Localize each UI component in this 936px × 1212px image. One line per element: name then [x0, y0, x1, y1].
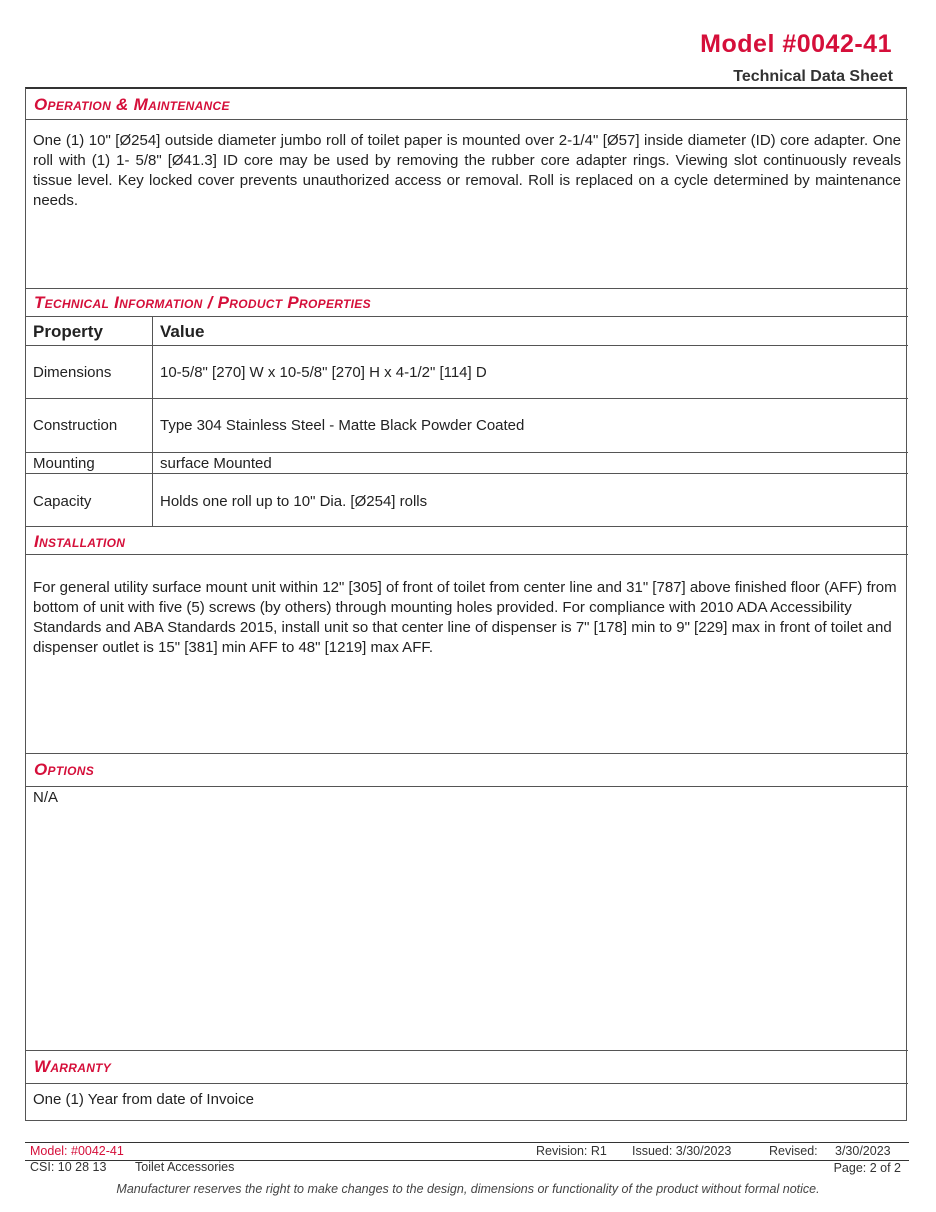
value-cell: Type 304 Stainless Steel - Matte Black Powder Coated: [160, 417, 525, 434]
operation-text: One (1) 10" [Ø254] outside diameter jumbo roll of toilet paper is mounted over 2-1/4" [Ø57] inside diameter (ID) core adapter. One roll with (1) 1- 5/8" [Ø41.3] ID core may be used by removing the rubber core adapter rings. Viewing slot continuously reveals tissue level. Key locked cover prevents unauthorized access or removal. Roll is replaced on a cycle determined by maintenance needs.: [33, 132, 901, 209]
divider: [25, 452, 908, 453]
footer-issued: Issued: 3/30/2023: [632, 1144, 732, 1158]
property-column-header: Property: [33, 322, 103, 341]
options-heading: Options: [34, 760, 94, 779]
divider: [25, 786, 908, 787]
property-cell: Construction: [33, 417, 118, 434]
footer-revised-date: 3/30/2023: [835, 1144, 891, 1158]
warranty-heading: Warranty: [34, 1057, 112, 1076]
divider: [25, 316, 908, 317]
options-text: N/A: [33, 789, 59, 806]
divider: [25, 1083, 908, 1084]
footer-divider-top: [25, 1142, 909, 1143]
document-subtitle: Technical Data Sheet: [733, 68, 893, 85]
value-column-header: Value: [160, 322, 205, 341]
footer-page: Page: 2 of 2: [833, 1161, 901, 1175]
footer-csi: CSI: 10 28 13: [30, 1160, 107, 1174]
property-cell: Dimensions: [33, 364, 112, 381]
divider: [25, 1050, 908, 1051]
divider: [25, 119, 908, 120]
model-title: Model #0042-41: [700, 30, 892, 58]
divider: [25, 473, 908, 474]
installation-heading: Installation: [34, 532, 126, 551]
value-cell: surface Mounted: [160, 455, 272, 472]
divider: [25, 526, 908, 527]
divider: [25, 753, 908, 754]
property-cell: Mounting: [33, 455, 95, 472]
property-cell: Capacity: [33, 493, 92, 510]
footer-revision: Revision: R1: [536, 1144, 607, 1158]
divider: [25, 398, 908, 399]
column-divider: [152, 316, 153, 527]
operation-heading: Operation & Maintenance: [34, 95, 230, 114]
divider: [25, 554, 908, 555]
footer-category: Toilet Accessories: [135, 1160, 235, 1174]
warranty-text: One (1) Year from date of Invoice: [33, 1091, 254, 1108]
value-cell: 10-5/8" [270] W x 10-5/8" [270] H x 4-1/2" [114] D: [160, 364, 487, 381]
footer-revised-label: Revised:: [769, 1144, 818, 1158]
technical-heading: Technical Information / Product Properties: [34, 293, 371, 312]
divider: [25, 345, 908, 346]
value-cell: Holds one roll up to 10" Dia. [Ø254] rolls: [160, 493, 428, 510]
footer-notice: Manufacturer reserves the right to make changes to the design, dimensions or functionality of the product without formal notice.: [116, 1182, 820, 1196]
installation-text: For general utility surface mount unit within 12" [305] of front of toilet from center line and 31" [787] above finished floor (AFF) from bottom of unit with five (5) screws (by others) through mounting holes provided. For compliance with 2010 ADA Accessibility Standards and ABA Standards 2015, install unit so that center line of dispenser is 7" [178] min to 9" [229] max in front of toilet and dispenser outlet is 15" [381] min AFF to 48" [1219] max AFF.: [33, 579, 897, 656]
divider: [25, 288, 908, 289]
footer-model: Model: #0042-41: [30, 1144, 124, 1158]
